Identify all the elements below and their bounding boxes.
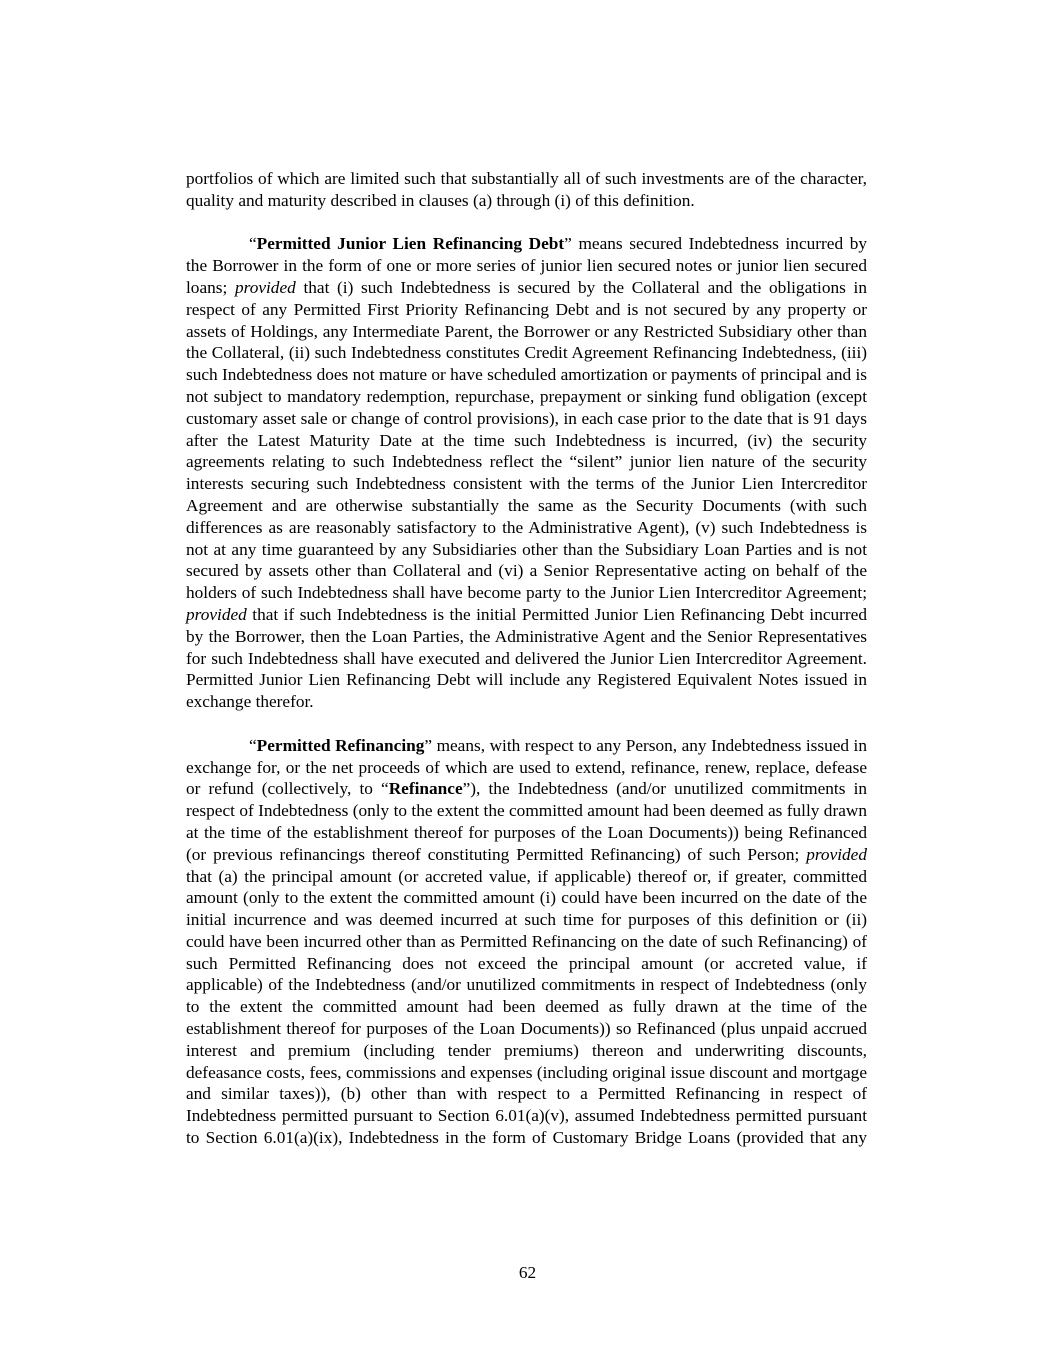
open-quote: “ — [249, 234, 257, 254]
paragraph-text: ” means secured Indebtedness incurred by the Borrower in the form of one or more series of junior lien secured notes or junior lien secured loans; — [186, 234, 867, 297]
paragraph-text: that if such Indebtedness is the initial Permitted Junior Lien Refinancing Debt incurred by the Borrower, then the Loan Parties, the Administrative Agent and the Senior Representatives for such Indebtedness shall have executed and delivered the Junior Lien Intercreditor Agreement. Permitted Junior Lien Refinancing Debt will include any Registered Equivalent Notes issued in exchange therefor. — [186, 604, 867, 712]
open-quote: “ — [249, 735, 257, 755]
proviso-word: provided — [806, 844, 867, 864]
page-number: 62 — [518, 1263, 537, 1282]
paragraph-permitted-junior-lien-refinancing-debt — [186, 233, 867, 713]
paragraph-text: that (i) such Indebtedness is secured by the Collateral and the obligations in respect of any Permitted First Priority Refinancing Debt and is not secured by any property or assets of Holdings, any Intermediate Parent, the Borrower or any Restricted Subsidiary other than the Collateral, (ii) such Indebtedness constitutes Credit Agreement Refinancing Indebtedness, (iii) such Indebtedness does not mature or have scheduled amortization or payments of principal and is not subject to mandatory redemption, repurchase, prepayment or sinking fund obligation (except customary asset sale or change of control provisions), in each case prior to the date that is 91 days after the Latest Maturity Date at the time such Indebtedness is incurred, (iv) the security agreements relating to such Indebtedness reflect the “silent” junior lien nature of the security interests securing such Indebtedness consistent with the terms of the Junior Lien Intercreditor Agreement and are otherwise substantially the same as the Security Documents (with such differences as are reasonably satisfactory to the Administrative Agent), (v) such Indebtedness is not at any time guaranteed by any Subsidiaries other than the Subsidiary Loan Parties and is not secured by assets other than Collateral and (vi) a Senior Representative acting on behalf of the holders of such Indebtedness shall have become party to the Junior Lien Intercreditor Agreement; — [186, 277, 867, 603]
defined-term: Permitted Refinancing — [256, 735, 425, 755]
defined-term: Refinance — [388, 779, 463, 799]
proviso-word: provided — [186, 604, 247, 624]
paragraph-cash-equivalents-tail — [186, 168, 867, 212]
defined-term: Permitted Junior Lien Refinancing Debt — [256, 234, 565, 254]
proviso-word: provided — [234, 277, 296, 297]
paragraph-text: that (a) the principal amount (or accreted value, if applicable) thereof or, if greater, committed amount (only to the extent the committed amount (i) could have been incurred on the date of the initial incurrence and was deemed incurred at such time for purposes of this definition or (ii) could have been incurred other than as Permitted Refinancing on the date of such Refinancing) of such Permitted Refinancing does not exceed the principal amount (or accreted value, if applicable) of the Indebtedness (and/or unutilized commitments in respect of Indebtedness (only to the extent the committed amount had been deemed as fully drawn at the time of the establishment thereof for purposes of the Loan Documents)) so Refinanced (plus unpaid accrued interest and premium (including tender premiums) thereon and underwriting discounts, defeasance costs, fees, commissions and expenses (including original issue discount and mortgage and similar taxes)), (b) other than with respect to a Permitted Refinancing in respect of Indebtedness permitted pursuant to Section 6.01(a)(v), assumed Indebtedness permitted pursuant to Section 6.01(a)(ix), Indebtedness in the form of Customary Bridge Loans (provided that any — [186, 866, 867, 1148]
paragraph-permitted-refinancing — [186, 735, 867, 1149]
document-page — [186, 168, 867, 1149]
paragraph-text: ”), the Indebtedness (and/or unutilized commitments in respect of Indebtedness (only to the extent the committed amount had been deemed as fully drawn at the time of the establishment thereof for purposes of the Loan Documents)) being Refinanced (or previous refinancings thereof constituting Permitted Refinancing) of such Person; — [186, 779, 868, 864]
paragraph-text: ” means, with respect to any Person, any Indebtedness issued in exchange for, or the net proceeds of which are used to extend, refinance, renew, replace, defease or refund (collectively, to “ — [186, 735, 867, 799]
paragraph-text: portfolios of which are limited such that substantially all of such investments are of the character, quality and maturity described in clauses (a) through (i) of this definition. — [186, 169, 867, 210]
